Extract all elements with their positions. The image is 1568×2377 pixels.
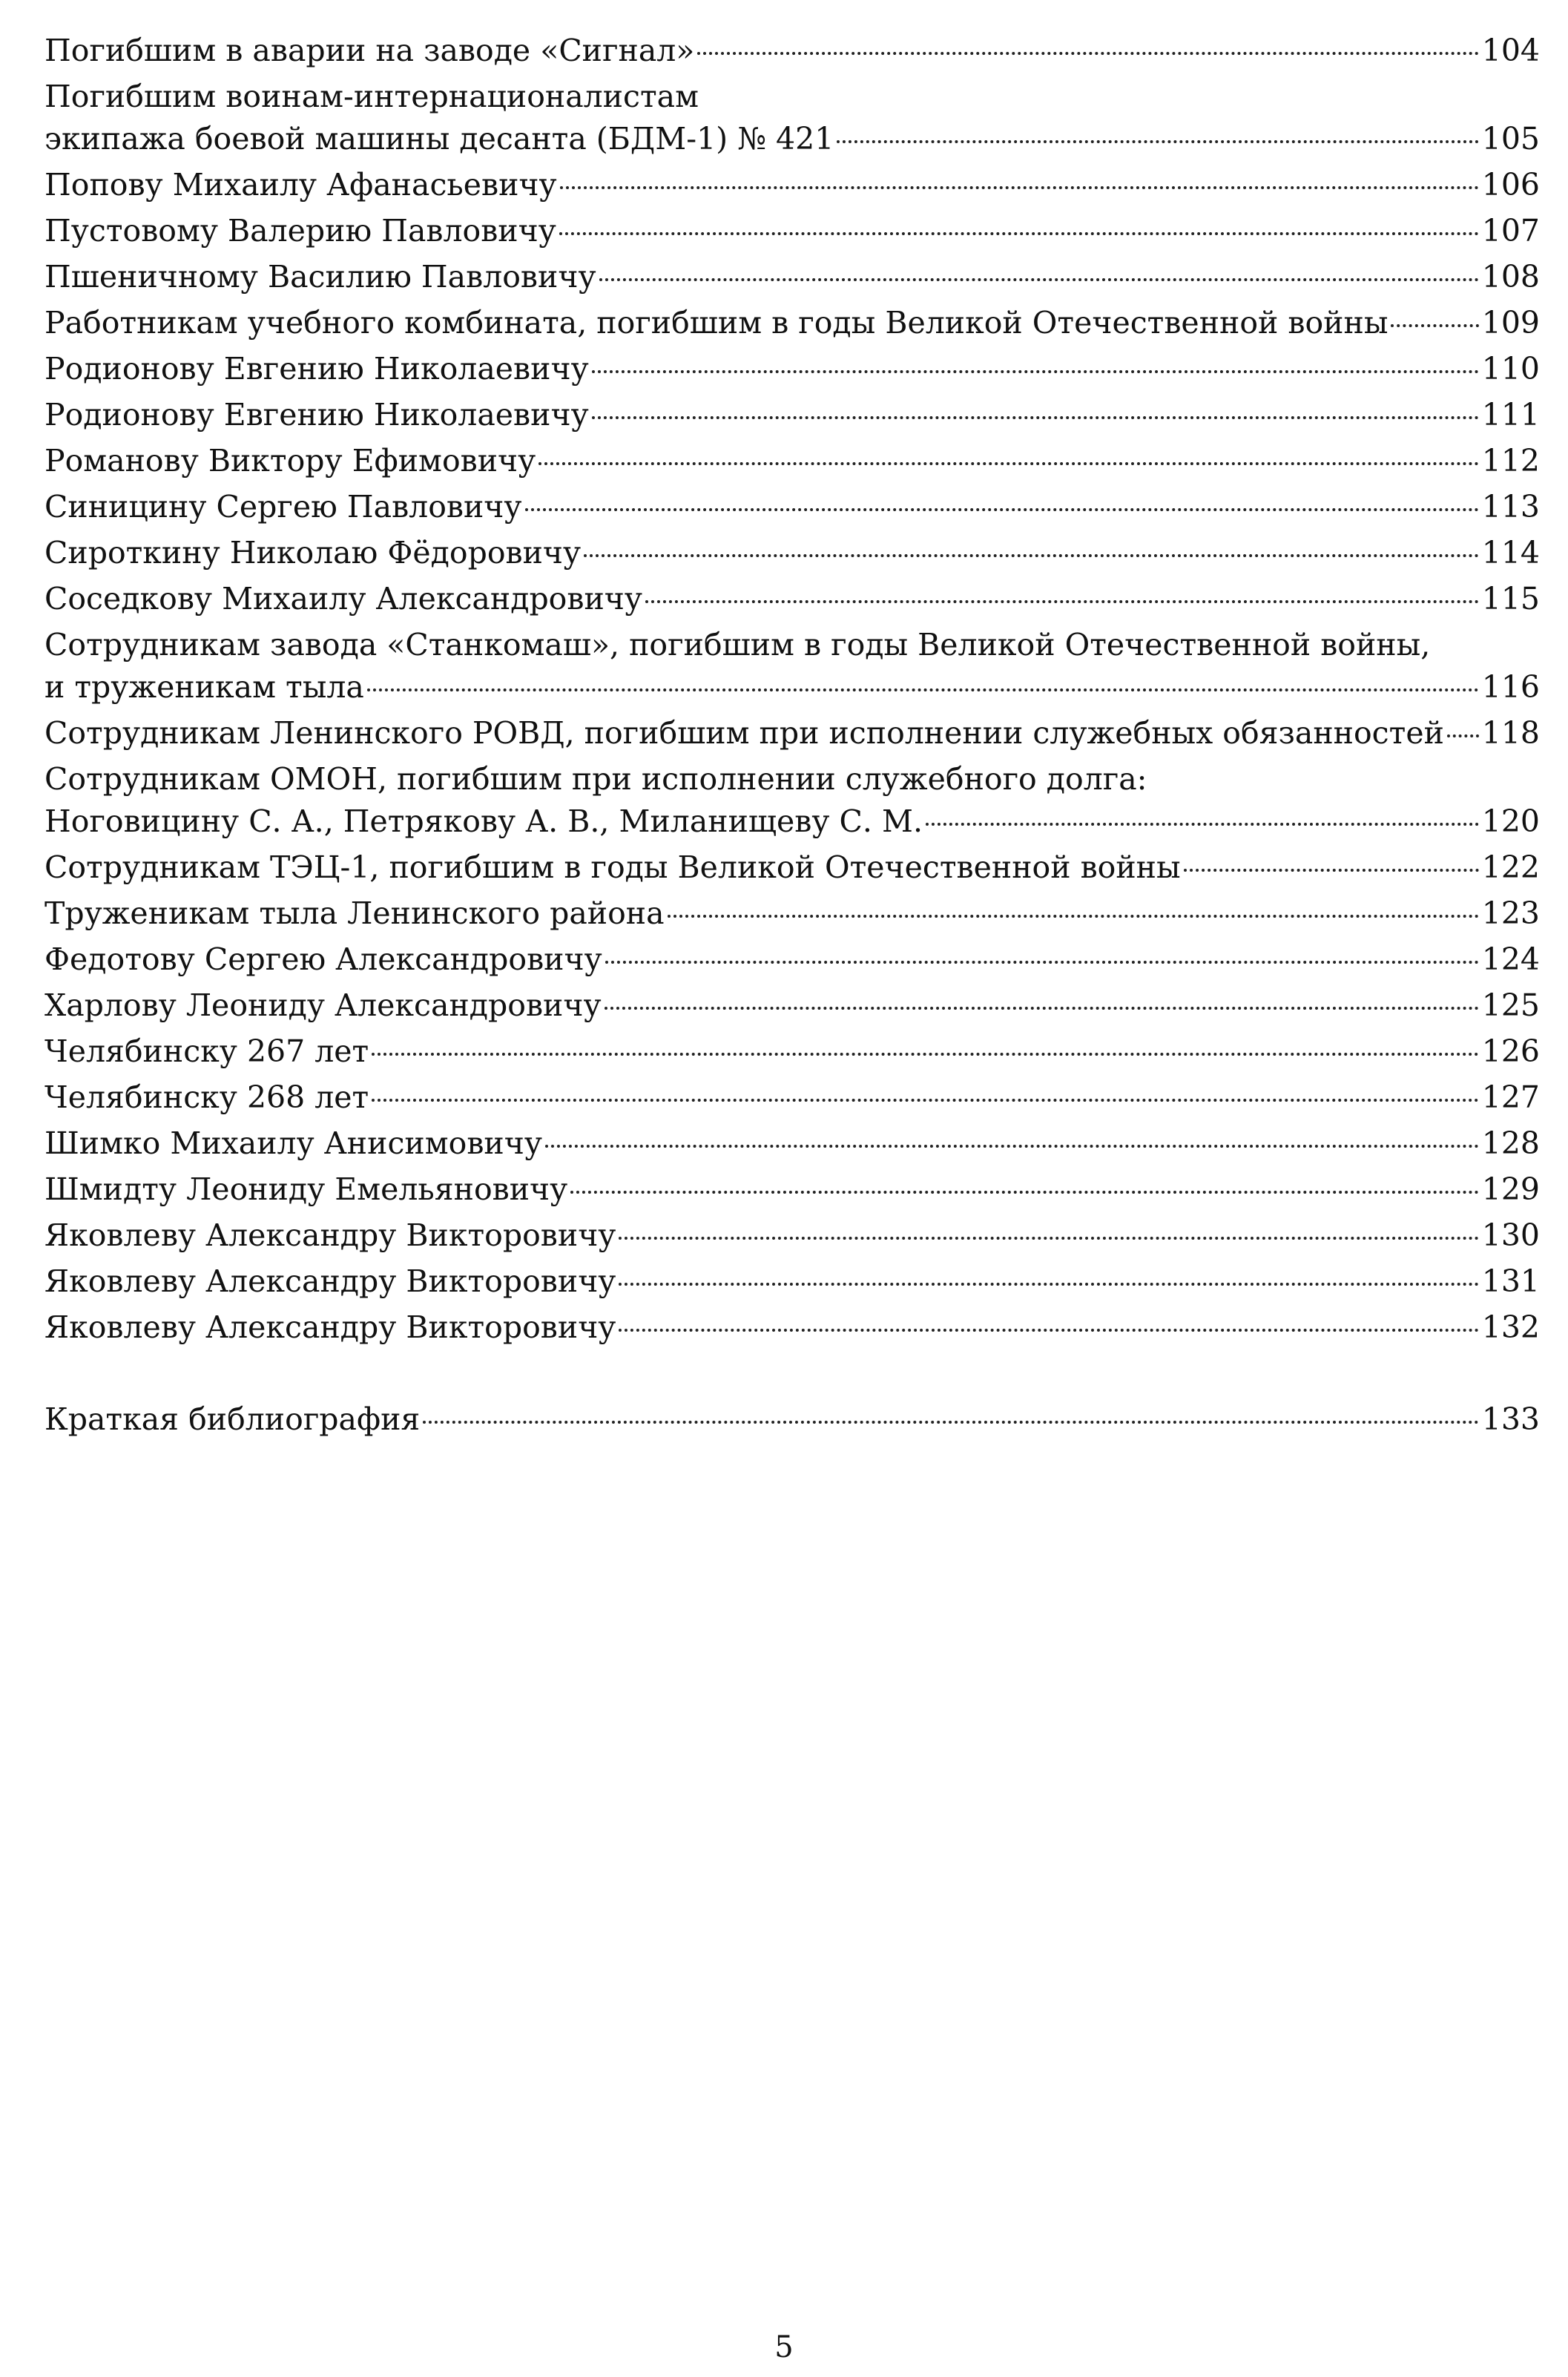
dot-leader <box>592 416 1479 419</box>
toc-entry-page: 120 <box>1481 803 1540 839</box>
toc-entry-title-line: Пшеничному Василию Павловичу <box>45 259 596 295</box>
toc-entry-title-line: экипажа боевой машины десанта (БДМ-1) № 421 <box>45 121 834 157</box>
toc-entry-title-line: Сироткину Николаю Фёдоровичу <box>45 535 582 571</box>
dot-leader <box>1447 734 1479 737</box>
toc-entry-title-line: Работникам учебного комбината, погибшим в годы Великой Отечественной войны <box>45 305 1389 341</box>
toc-entry <box>45 486 1540 528</box>
dot-leader <box>372 1053 1479 1056</box>
toc-entry-page: 116 <box>1481 669 1540 705</box>
toc-entry-title-line: Соседкову Михаилу Александровичу <box>45 581 643 617</box>
dot-leader <box>619 1283 1478 1286</box>
dot-leader <box>605 1007 1479 1010</box>
toc-entry-row <box>45 1122 1540 1165</box>
toc-entry-title-line: Сотрудникам ТЭЦ-1, погибшим в годы Великой Отечественной войны <box>45 849 1181 885</box>
toc-entry <box>45 1168 1540 1211</box>
toc-entry-page: 115 <box>1481 581 1540 617</box>
toc-entry-row <box>45 846 1540 889</box>
toc-entry-title-line: Пустовому Валерию Павловичу <box>45 213 556 249</box>
toc-entry-title-line: Шмидту Леониду Емельяновичу <box>45 1171 568 1207</box>
toc-entry-title-line: Сотрудникам ОМОН, погибшим при исполнении служебного долга: <box>45 761 1147 797</box>
toc-entry-page: 109 <box>1481 305 1540 341</box>
toc-entry-row <box>45 984 1540 1027</box>
toc-entry-page: 110 <box>1481 351 1540 387</box>
dot-leader <box>645 600 1479 603</box>
toc-entry <box>45 210 1540 252</box>
toc-entry <box>45 712 1540 754</box>
toc-entry-row <box>45 892 1540 935</box>
toc-entry-page: 126 <box>1481 1033 1540 1069</box>
toc-entry-title-line: Яковлеву Александру Викторовичу <box>45 1263 616 1299</box>
toc-entry-title-line: Сотрудникам завода «Станкомаш», погибшим в годы Великой Отечественной войны, <box>45 627 1431 663</box>
dot-leader <box>697 52 1478 55</box>
toc-entry-row <box>45 712 1540 754</box>
toc-entry <box>45 1260 1540 1303</box>
toc-entry-page: 130 <box>1481 1217 1540 1253</box>
toc-entry-row <box>45 256 1540 298</box>
toc-entry-title-line: Ноговицину С. А., Петрякову А. В., Миланищеву С. М. <box>45 803 923 839</box>
toc-entry-page: 108 <box>1481 259 1540 295</box>
toc-bibliography <box>45 1398 1540 1441</box>
toc-entry <box>45 1030 1540 1073</box>
toc-entry-row <box>45 1076 1540 1119</box>
toc-entry-title-line: Челябинску 268 лет <box>45 1079 369 1115</box>
toc-entry-page: 107 <box>1481 213 1540 249</box>
toc-entry <box>45 76 1540 160</box>
table-of-contents <box>45 30 1540 1444</box>
toc-entry <box>45 348 1540 390</box>
toc-entry-row <box>45 800 1540 843</box>
dot-leader <box>570 1191 1478 1194</box>
toc-entry-title-line: Родионову Евгению Николаевичу <box>45 397 589 433</box>
dot-leader <box>423 1421 1478 1424</box>
toc-entry-row <box>45 348 1540 390</box>
toc-entry-page: 123 <box>1481 895 1540 931</box>
toc-entry-page: 125 <box>1481 987 1540 1023</box>
dot-leader <box>372 1099 1479 1102</box>
toc-entry-page: 106 <box>1481 167 1540 203</box>
toc-entry-row <box>45 486 1540 528</box>
dot-leader <box>619 1329 1478 1332</box>
toc-entry <box>45 1306 1540 1349</box>
toc-entry-title-line: Погибшим воинам-интернационалистам <box>45 79 699 114</box>
toc-entry-row <box>45 302 1540 344</box>
toc-entry-row <box>45 1030 1540 1073</box>
toc-entry-page: 114 <box>1481 535 1540 571</box>
toc-entry <box>45 302 1540 344</box>
dot-leader <box>367 688 1479 691</box>
toc-entry-title-line: Челябинску 267 лет <box>45 1033 369 1069</box>
toc-entry-title-line: Шимко Михаилу Анисимовичу <box>45 1125 542 1161</box>
toc-entry-row <box>45 938 1540 981</box>
dot-leader <box>559 232 1479 235</box>
toc-entry-row <box>45 440 1540 482</box>
dot-leader <box>1184 869 1479 872</box>
toc-entry-title-line: и труженикам тыла <box>45 669 364 705</box>
toc-entry-title-line: Сотрудникам Ленинского РОВД, погибшим при исполнении служебных обязанностей <box>45 715 1444 751</box>
dot-leader <box>837 140 1478 143</box>
toc-entry-page: 105 <box>1481 121 1540 157</box>
dot-leader <box>605 961 1479 964</box>
toc-entry-row <box>45 164 1540 206</box>
toc-entry-title-line: Погибшим в аварии на заводе «Сигнал» <box>45 33 695 68</box>
toc-entry <box>45 1214 1540 1257</box>
toc-entry-page: 127 <box>1481 1079 1540 1115</box>
dot-leader <box>584 554 1479 557</box>
toc-entry-title-line: Федотову Сергею Александровичу <box>45 941 602 977</box>
toc-entry-page: 128 <box>1481 1125 1540 1161</box>
toc-entry-page: 104 <box>1481 33 1540 68</box>
toc-entry-row <box>45 532 1540 574</box>
toc-entry-row <box>45 30 1540 72</box>
dot-leader <box>545 1145 1479 1148</box>
dot-leader <box>592 370 1479 373</box>
toc-entry <box>45 846 1540 889</box>
toc-entry-page: 118 <box>1481 715 1540 751</box>
toc-entry-title-line: Труженикам тыла Ленинского района <box>45 895 665 931</box>
toc-entry-page: 131 <box>1481 1263 1540 1299</box>
toc-entry-page: 132 <box>1481 1309 1540 1345</box>
toc-entry-page: 124 <box>1481 941 1540 977</box>
toc-entry-row <box>45 578 1540 620</box>
toc-entry-row <box>45 1306 1540 1349</box>
toc-entry-row <box>45 394 1540 436</box>
toc-entry <box>45 440 1540 482</box>
toc-entry <box>45 256 1540 298</box>
dot-leader <box>1391 324 1478 327</box>
toc-entry-row <box>45 1260 1540 1303</box>
toc-entry-row <box>45 1398 1540 1441</box>
dot-leader <box>668 915 1479 918</box>
toc-entry <box>45 892 1540 935</box>
toc-entry-page: 113 <box>1481 489 1540 525</box>
toc-entry-row <box>45 1214 1540 1257</box>
dot-leader <box>926 823 1479 826</box>
dot-leader <box>619 1237 1478 1240</box>
toc-entry-title-line: Родионову Евгению Николаевичу <box>45 351 589 387</box>
toc-entry-title-line: Яковлеву Александру Викторовичу <box>45 1309 616 1345</box>
toc-entry-title-line: Харлову Леониду Александровичу <box>45 987 602 1023</box>
toc-entry-page: 133 <box>1481 1401 1540 1437</box>
toc-entry-bibliography <box>45 1398 1540 1441</box>
toc-entry-row <box>45 666 1540 709</box>
toc-entry <box>45 624 1540 709</box>
toc-entry-title-line: Синицину Сергею Павловичу <box>45 489 522 525</box>
toc-entry-title-line: Краткая библиография <box>45 1401 421 1437</box>
toc-entry <box>45 394 1540 436</box>
toc-entry-page: 111 <box>1481 397 1540 433</box>
toc-entry-page: 129 <box>1481 1171 1540 1207</box>
toc-entry-list <box>45 30 1540 1349</box>
toc-entry-title-line: Яковлеву Александру Викторовичу <box>45 1217 616 1253</box>
toc-entry <box>45 1122 1540 1165</box>
toc-entry <box>45 164 1540 206</box>
section-gap <box>45 1352 1540 1398</box>
toc-entry <box>45 984 1540 1027</box>
toc-entry <box>45 578 1540 620</box>
toc-entry-row <box>45 118 1540 160</box>
toc-entry-title-line: Попову Михаилу Афанасьевичу <box>45 167 557 203</box>
page-number: 5 <box>774 2330 794 2364</box>
toc-entry-row <box>45 210 1540 252</box>
dot-leader <box>599 278 1479 281</box>
toc-entry-row <box>45 1168 1540 1211</box>
toc-entry <box>45 30 1540 72</box>
toc-entry <box>45 938 1540 981</box>
dot-leader <box>560 186 1479 189</box>
toc-entry <box>45 758 1540 843</box>
toc-entry-page: 122 <box>1481 849 1540 885</box>
dot-leader <box>525 508 1479 511</box>
toc-entry-page: 112 <box>1481 443 1540 479</box>
dot-leader <box>538 462 1478 465</box>
toc-entry <box>45 532 1540 574</box>
toc-entry <box>45 1076 1540 1119</box>
toc-entry-title-line: Романову Виктору Ефимовичу <box>45 443 536 479</box>
